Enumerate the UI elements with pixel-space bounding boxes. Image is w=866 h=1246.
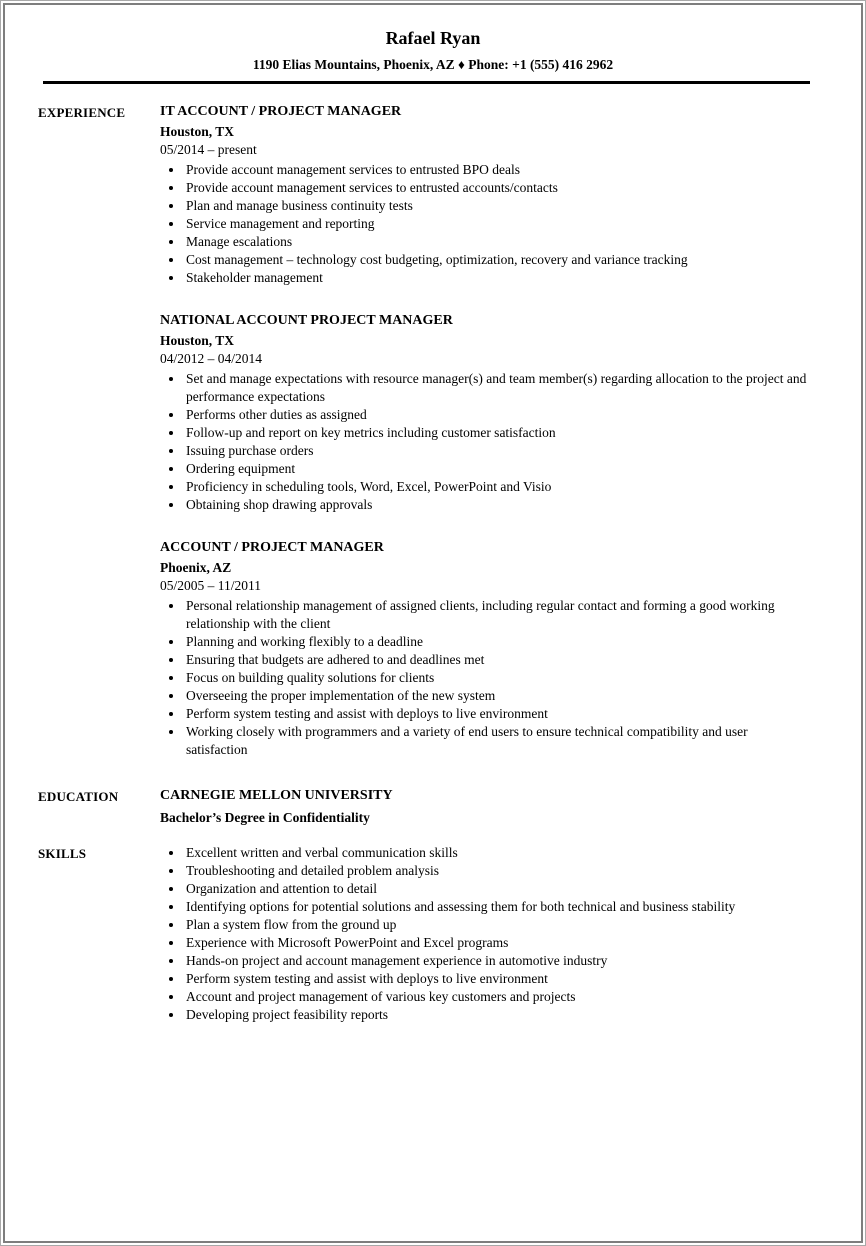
skills-section	[38, 844, 830, 1024]
section-label-experience: EXPERIENCE	[38, 105, 126, 120]
job-entry	[160, 312, 810, 514]
bullet-item: • Planning and working flexibly to a deadline	[184, 633, 810, 651]
bullet-item: • Proficiency in scheduling tools, Word, Excel, PowerPoint and Visio	[184, 478, 810, 496]
bullet-item: • Overseeing the proper implementation of the new system	[184, 687, 810, 705]
job-location: Houston, TX	[160, 124, 235, 139]
education-school: CARNEGIE MELLON UNIVERSITY	[160, 788, 393, 803]
contact-line: 1190 Elias Mountains, Phoenix, AZ ♦ Phone: +1 (555) 416 2962	[252, 57, 614, 72]
bullet-item: • Issuing purchase orders	[184, 442, 810, 460]
bullet-item: • Focus on building quality solutions for clients	[184, 669, 810, 687]
job-bullet-list	[160, 370, 810, 514]
bullet-item: • Experience with Microsoft PowerPoint and Excel programs	[184, 934, 810, 952]
bullet-item: • Ordering equipment	[184, 460, 810, 478]
bullet-item: • Performs other duties as assigned	[184, 406, 810, 424]
bullet-item: • Plan a system flow from the ground up	[184, 916, 810, 934]
section-label-skills: SKILLS	[38, 846, 87, 861]
bullet-item: • Developing project feasibility reports	[184, 1006, 810, 1024]
bullet-item: • Working closely with programmers and a variety of end users to ensure technical compatibility and user satisfaction	[184, 723, 810, 759]
bullet-item: • Troubleshooting and detailed problem analysis	[184, 862, 810, 880]
education-content	[160, 787, 810, 826]
bullet-item: • Set and manage expectations with resource manager(s) and team member(s) regarding allocation to the project and performance expectations	[184, 370, 810, 406]
bullet-item: • Manage escalations	[184, 233, 810, 251]
job-entry	[160, 539, 810, 759]
bullet-item: • Cost management – technology cost budgeting, optimization, recovery and variance tracking	[184, 251, 810, 269]
job-entry	[160, 103, 810, 287]
job-title: NATIONAL ACCOUNT PROJECT MANAGER	[160, 313, 453, 328]
bullet-item: • Hands-on project and account management experience in automotive industry	[184, 952, 810, 970]
job-title: ACCOUNT / PROJECT MANAGER	[160, 540, 384, 555]
resume-body	[0, 84, 866, 1024]
bullet-item: • Plan and manage business continuity tests	[184, 197, 810, 215]
bullet-item: • Ensuring that budgets are adhered to and deadlines met	[184, 651, 810, 669]
bullet-item: • Provide account management services to entrusted BPO deals	[184, 161, 810, 179]
education-degree: Bachelor’s Degree in Confidentiality	[160, 810, 370, 825]
bullet-item: • Perform system testing and assist with deploys to live environment	[184, 705, 810, 723]
bullet-item: • Service management and reporting	[184, 215, 810, 233]
job-title: IT ACCOUNT / PROJECT MANAGER	[160, 104, 402, 119]
bullet-item: • Follow-up and report on key metrics including customer satisfaction	[184, 424, 810, 442]
bullet-item: • Account and project management of various key customers and projects	[184, 988, 810, 1006]
skills-list	[160, 844, 810, 1024]
job-bullet-list	[160, 597, 810, 759]
experience-section	[38, 103, 830, 759]
job-bullet-list	[160, 161, 810, 287]
bullet-item: • Organization and attention to detail	[184, 880, 810, 898]
job-location: Phoenix, AZ	[160, 560, 232, 575]
section-label-education: EDUCATION	[38, 789, 119, 804]
job-location: Houston, TX	[160, 333, 235, 348]
job-dates: 05/2014 – present	[160, 142, 257, 157]
bullet-item: • Excellent written and verbal communication skills	[184, 844, 810, 862]
job-dates: 05/2005 – 11/2011	[160, 578, 261, 593]
bullet-item: • Personal relationship management of assigned clients, including regular contact and forming a good working relationship with the client	[184, 597, 810, 633]
bullet-item: • Provide account management services to entrusted accounts/contacts	[184, 179, 810, 197]
bullet-item: • Stakeholder management	[184, 269, 810, 287]
skills-content	[160, 844, 810, 1024]
job-dates: 04/2012 – 04/2014	[160, 351, 263, 366]
candidate-name: Rafael Ryan	[385, 28, 481, 48]
bullet-item: • Obtaining shop drawing approvals	[184, 496, 810, 514]
bullet-item: • Perform system testing and assist with deploys to live environment	[184, 970, 810, 988]
experience-content	[160, 103, 810, 759]
resume-header	[0, 0, 866, 84]
bullet-item: • Identifying options for potential solutions and assessing them for both technical and business stability	[184, 898, 810, 916]
education-section	[38, 787, 830, 826]
